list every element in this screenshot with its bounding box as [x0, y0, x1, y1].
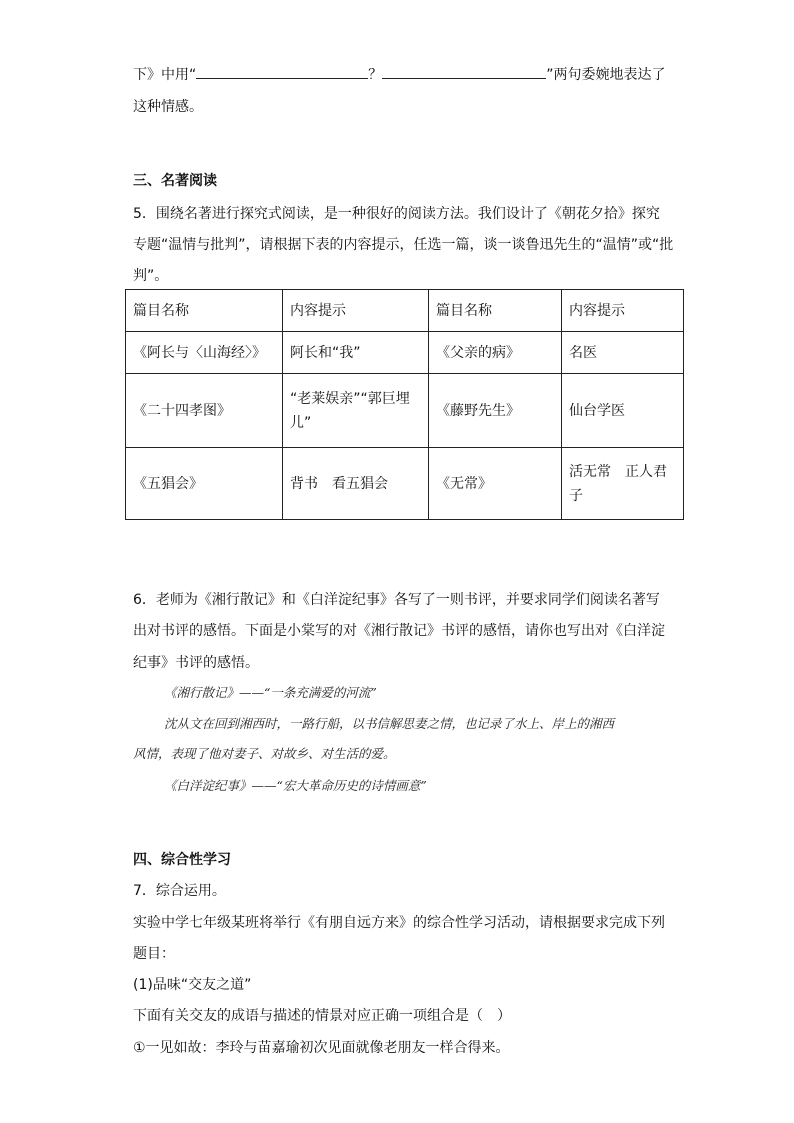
answer-blank-1[interactable] [196, 64, 368, 79]
table-row [126, 374, 684, 448]
q7-line5: 下面有关交友的成语与描述的情景对应正确一项组合是（ ） [133, 1008, 511, 1024]
q7-line3: 题目： [133, 946, 175, 962]
table-cell: 名医 [562, 332, 684, 374]
table-cell: 仙台学医 [562, 374, 684, 448]
q6-line3: 纪事》书评的感悟。 [133, 655, 259, 671]
table-header-cell: 篇目名称 [126, 290, 283, 332]
table-row [126, 332, 684, 374]
table-cell: 活无常 正人君子 [562, 448, 684, 520]
table-cell: 《五猖会》 [126, 448, 283, 520]
q7-line6: ①一见如故：李玲与苗嘉瑜初次见面就像老朋友一样合得来。 [133, 1040, 510, 1056]
table-cell: 阿长和“我” [283, 332, 429, 374]
book-review-1-body-line2: 风情，表现了他对妻子、对故乡、对生活的爱。 [133, 746, 396, 761]
q4-tail-mid: ？ [368, 67, 383, 83]
table-cell: 《二十四孝图》 [126, 374, 283, 448]
table-header-cell: 内容提示 [562, 290, 684, 332]
q7-line2: 实验中学七年级某班将举行《有朋自远方来》的综合性学习活动，请根据要求完成下列 [133, 915, 665, 931]
table-cell: 《无常》 [429, 448, 562, 520]
table-header-cell: 内容提示 [283, 290, 429, 332]
table-row [126, 448, 684, 520]
q7-line4: (1)品味“交友之道” [133, 977, 252, 993]
q7-line1: 7．综合运用。 [133, 883, 226, 899]
table-header-cell: 篇目名称 [429, 290, 562, 332]
book-review-1-title: 《湘行散记》——“一条充满爱的河流” [164, 685, 377, 700]
q4-tail-line1 [133, 64, 666, 85]
q4-tail-line2: 这种情感。 [133, 99, 203, 115]
content-hint-table [125, 289, 684, 520]
q6-line2: 出对书评的感悟。下面是小棠写的对《湘行散记》书评的感悟，请你也写出对《白洋淀 [133, 623, 665, 639]
section-3-title: 三、名著阅读 [133, 173, 217, 189]
book-review-2-title: 《白洋淀纪事》——“宏大革命历史的诗情画意” [164, 778, 427, 793]
q4-tail-pre: 下》中用“ [133, 67, 197, 83]
q4-tail-post: ”两句委婉地表达了 [546, 67, 666, 83]
q6-line1: 6．老师为《湘行散记》和《白洋淀纪事》各写了一则书评，并要求同学们阅读名著写 [133, 592, 660, 608]
table-cell: 背书 看五猖会 [283, 448, 429, 520]
q5-line1: 5．围绕名著进行探究式阅读，是一种很好的阅读方法。我们设计了《朝花夕拾》探究 [133, 206, 660, 222]
table-cell: 《父亲的病》 [429, 332, 562, 374]
q5-line2: 专题“温情与批判”，请根据下表的内容提示，任选一篇，谈一谈鲁迅先生的“温情”或“批 [133, 237, 674, 253]
table-cell: “老莱娱亲”“郭巨埋儿” [283, 374, 429, 448]
table-cell: 《阿长与〈山海经〉》 [126, 332, 283, 374]
answer-blank-2[interactable] [382, 64, 546, 79]
q5-line3: 判”。 [133, 268, 169, 284]
table-header-row [126, 290, 684, 332]
table-cell: 《藤野先生》 [429, 374, 562, 448]
section-4-title: 四、综合性学习 [133, 852, 231, 868]
book-review-1-body-line1: 沈从文在回到湘西时，一路行船，以书信解思妻之情，也记录了水上、岸上的湘西 [164, 716, 615, 731]
